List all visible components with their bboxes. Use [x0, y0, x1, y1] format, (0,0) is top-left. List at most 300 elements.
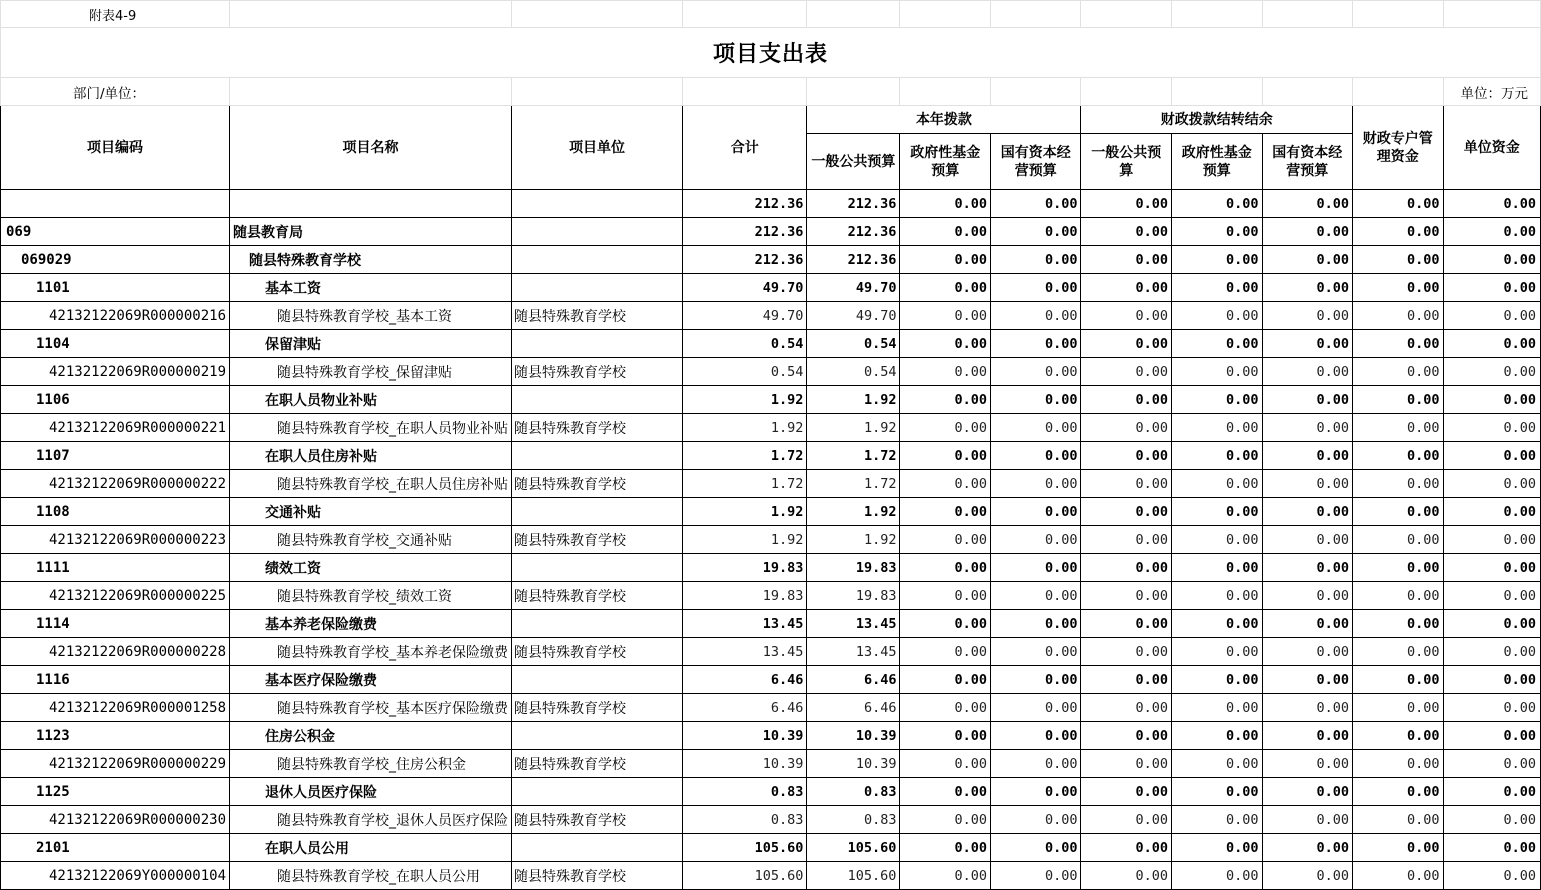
cell-amount[interactable] — [807, 470, 900, 498]
cell-amount[interactable] — [1262, 330, 1353, 358]
cell-amount[interactable] — [683, 190, 807, 218]
cell-amount[interactable] — [1172, 330, 1263, 358]
cell-name[interactable] — [230, 442, 512, 470]
cell-amount[interactable] — [1081, 834, 1172, 862]
cell-amount[interactable] — [990, 610, 1081, 638]
cell-amount[interactable] — [1172, 414, 1263, 442]
cell-amount[interactable] — [900, 274, 991, 302]
cell-amount[interactable] — [1081, 750, 1172, 778]
empty-cell[interactable] — [1081, 1, 1172, 28]
cell-amount[interactable] — [1081, 862, 1172, 890]
cell-amount[interactable] — [1353, 582, 1444, 610]
cell-amount[interactable] — [683, 834, 807, 862]
cell-amount[interactable] — [1081, 246, 1172, 274]
empty-cell[interactable] — [900, 1, 991, 28]
cell-amount[interactable] — [990, 470, 1081, 498]
empty-cell[interactable] — [512, 78, 683, 106]
cell-unit[interactable] — [512, 246, 683, 274]
cell-amount[interactable] — [990, 750, 1081, 778]
cell-amount[interactable] — [990, 666, 1081, 694]
cell-amount[interactable] — [807, 218, 900, 246]
cell-amount[interactable] — [683, 246, 807, 274]
cell-amount[interactable] — [807, 862, 900, 890]
cell-amount[interactable] — [807, 246, 900, 274]
unit-label-cell[interactable] — [1443, 78, 1540, 106]
cell-amount[interactable] — [683, 330, 807, 358]
cell-amount[interactable] — [990, 526, 1081, 554]
cell-amount[interactable] — [1353, 274, 1444, 302]
cell-amount[interactable] — [683, 610, 807, 638]
cell-amount[interactable] — [1443, 358, 1540, 386]
cell-amount[interactable] — [990, 834, 1081, 862]
cell-amount[interactable] — [900, 834, 991, 862]
cell-name[interactable] — [230, 638, 512, 666]
cell-amount[interactable] — [807, 302, 900, 330]
cell-amount[interactable] — [1443, 302, 1540, 330]
header-sub-6[interactable] — [1262, 134, 1353, 190]
cell-name[interactable] — [230, 218, 512, 246]
cell-amount[interactable] — [1262, 414, 1353, 442]
cell-unit[interactable] — [512, 806, 683, 834]
cell-unit[interactable] — [512, 330, 683, 358]
cell-amount[interactable] — [1172, 526, 1263, 554]
cell-code[interactable] — [1, 302, 230, 330]
cell-amount[interactable] — [900, 554, 991, 582]
cell-amount[interactable] — [1353, 246, 1444, 274]
cell-amount[interactable] — [807, 330, 900, 358]
cell-amount[interactable] — [990, 414, 1081, 442]
empty-cell[interactable] — [1172, 1, 1263, 28]
cell-amount[interactable] — [900, 666, 991, 694]
header-group-carryover[interactable] — [1081, 106, 1353, 134]
cell-amount[interactable] — [807, 526, 900, 554]
cell-amount[interactable] — [990, 386, 1081, 414]
cell-amount[interactable] — [683, 218, 807, 246]
cell-amount[interactable] — [900, 218, 991, 246]
cell-amount[interactable] — [1262, 862, 1353, 890]
empty-cell[interactable] — [1262, 1, 1353, 28]
cell-amount[interactable] — [1081, 582, 1172, 610]
cell-amount[interactable] — [1353, 358, 1444, 386]
cell-amount[interactable] — [1262, 610, 1353, 638]
cell-amount[interactable] — [807, 414, 900, 442]
cell-amount[interactable] — [1443, 386, 1540, 414]
cell-amount[interactable] — [683, 414, 807, 442]
cell-amount[interactable] — [900, 330, 991, 358]
cell-name[interactable] — [230, 694, 512, 722]
empty-cell[interactable] — [683, 1, 807, 28]
cell-unit[interactable] — [512, 414, 683, 442]
cell-amount[interactable] — [990, 778, 1081, 806]
cell-code[interactable] — [1, 554, 230, 582]
cell-name[interactable] — [230, 722, 512, 750]
cell-name[interactable] — [230, 414, 512, 442]
cell-unit[interactable] — [512, 862, 683, 890]
cell-amount[interactable] — [1443, 498, 1540, 526]
cell-amount[interactable] — [1262, 582, 1353, 610]
cell-amount[interactable] — [1081, 414, 1172, 442]
cell-amount[interactable] — [1353, 190, 1444, 218]
cell-amount[interactable] — [1443, 190, 1540, 218]
cell-amount[interactable] — [1081, 554, 1172, 582]
cell-amount[interactable] — [1443, 218, 1540, 246]
cell-amount[interactable] — [1262, 498, 1353, 526]
cell-amount[interactable] — [1443, 610, 1540, 638]
cell-amount[interactable] — [683, 302, 807, 330]
cell-amount[interactable] — [683, 666, 807, 694]
cell-amount[interactable] — [1353, 386, 1444, 414]
cell-amount[interactable] — [900, 470, 991, 498]
cell-amount[interactable] — [1172, 694, 1263, 722]
cell-amount[interactable] — [1172, 442, 1263, 470]
cell-code[interactable] — [1, 750, 230, 778]
cell-amount[interactable] — [1353, 610, 1444, 638]
cell-code[interactable] — [1, 470, 230, 498]
empty-cell[interactable] — [1353, 1, 1444, 28]
header-own-funds[interactable] — [1443, 106, 1540, 190]
cell-unit[interactable] — [512, 554, 683, 582]
cell-amount[interactable] — [683, 582, 807, 610]
cell-amount[interactable] — [1262, 806, 1353, 834]
cell-amount[interactable] — [1353, 722, 1444, 750]
cell-amount[interactable] — [1081, 274, 1172, 302]
cell-amount[interactable] — [807, 806, 900, 834]
cell-amount[interactable] — [1172, 806, 1263, 834]
cell-unit[interactable] — [512, 358, 683, 386]
cell-amount[interactable] — [1353, 470, 1444, 498]
cell-amount[interactable] — [1172, 498, 1263, 526]
cell-amount[interactable] — [807, 442, 900, 470]
cell-code[interactable] — [1, 778, 230, 806]
cell-amount[interactable] — [1081, 470, 1172, 498]
cell-amount[interactable] — [1172, 246, 1263, 274]
cell-code[interactable] — [1, 358, 230, 386]
cell-unit[interactable] — [512, 218, 683, 246]
cell-amount[interactable] — [1353, 330, 1444, 358]
cell-amount[interactable] — [807, 498, 900, 526]
cell-amount[interactable] — [1081, 358, 1172, 386]
cell-amount[interactable] — [1172, 834, 1263, 862]
cell-amount[interactable] — [990, 722, 1081, 750]
cell-amount[interactable] — [807, 750, 900, 778]
cell-amount[interactable] — [1353, 218, 1444, 246]
cell-amount[interactable] — [683, 386, 807, 414]
cell-amount[interactable] — [1443, 722, 1540, 750]
cell-amount[interactable] — [807, 694, 900, 722]
empty-cell[interactable] — [1172, 78, 1263, 106]
cell-code[interactable] — [1, 694, 230, 722]
cell-amount[interactable] — [900, 498, 991, 526]
cell-amount[interactable] — [900, 414, 991, 442]
cell-name[interactable] — [230, 666, 512, 694]
cell-amount[interactable] — [900, 638, 991, 666]
cell-amount[interactable] — [900, 862, 991, 890]
cell-code[interactable] — [1, 386, 230, 414]
cell-amount[interactable] — [1262, 218, 1353, 246]
cell-amount[interactable] — [1081, 806, 1172, 834]
empty-cell[interactable] — [512, 1, 683, 28]
cell-amount[interactable] — [990, 358, 1081, 386]
cell-amount[interactable] — [807, 274, 900, 302]
cell-name[interactable] — [230, 554, 512, 582]
cell-amount[interactable] — [990, 582, 1081, 610]
cell-amount[interactable] — [683, 498, 807, 526]
cell-amount[interactable] — [1262, 386, 1353, 414]
cell-amount[interactable] — [1172, 582, 1263, 610]
cell-unit[interactable] — [512, 442, 683, 470]
cell-amount[interactable] — [1443, 330, 1540, 358]
cell-name[interactable] — [230, 610, 512, 638]
header-sub-2[interactable] — [900, 134, 991, 190]
cell-unit[interactable] — [512, 274, 683, 302]
cell-amount[interactable] — [807, 386, 900, 414]
cell-amount[interactable] — [1443, 554, 1540, 582]
cell-amount[interactable] — [990, 694, 1081, 722]
cell-amount[interactable] — [900, 246, 991, 274]
cell-amount[interactable] — [1262, 442, 1353, 470]
cell-amount[interactable] — [1353, 554, 1444, 582]
cell-amount[interactable] — [1172, 750, 1263, 778]
cell-amount[interactable] — [1081, 302, 1172, 330]
cell-amount[interactable] — [1443, 274, 1540, 302]
empty-cell[interactable] — [990, 78, 1081, 106]
cell-amount[interactable] — [1262, 694, 1353, 722]
cell-amount[interactable] — [1172, 554, 1263, 582]
cell-amount[interactable] — [1081, 638, 1172, 666]
cell-amount[interactable] — [1172, 722, 1263, 750]
cell-amount[interactable] — [990, 190, 1081, 218]
cell-code[interactable] — [1, 442, 230, 470]
cell-name[interactable] — [230, 330, 512, 358]
cell-amount[interactable] — [1443, 834, 1540, 862]
cell-amount[interactable] — [807, 554, 900, 582]
cell-unit[interactable] — [512, 834, 683, 862]
header-sub-5[interactable] — [1172, 134, 1263, 190]
cell-code[interactable] — [1, 666, 230, 694]
cell-code[interactable] — [1, 498, 230, 526]
cell-amount[interactable] — [683, 694, 807, 722]
cell-amount[interactable] — [683, 862, 807, 890]
cell-amount[interactable] — [1081, 610, 1172, 638]
cell-amount[interactable] — [1443, 806, 1540, 834]
cell-amount[interactable] — [900, 582, 991, 610]
cell-amount[interactable] — [807, 358, 900, 386]
cell-amount[interactable] — [807, 610, 900, 638]
cell-amount[interactable] — [900, 722, 991, 750]
cell-name[interactable] — [230, 834, 512, 862]
cell-amount[interactable] — [1081, 330, 1172, 358]
cell-unit[interactable] — [512, 694, 683, 722]
cell-code[interactable] — [1, 638, 230, 666]
cell-amount[interactable] — [683, 638, 807, 666]
header-special-account[interactable] — [1353, 106, 1444, 190]
cell-unit[interactable] — [512, 778, 683, 806]
cell-unit[interactable] — [512, 750, 683, 778]
cell-amount[interactable] — [990, 442, 1081, 470]
annex-label-cell[interactable] — [1, 1, 230, 28]
cell-amount[interactable] — [1262, 834, 1353, 862]
cell-amount[interactable] — [1353, 862, 1444, 890]
cell-amount[interactable] — [990, 498, 1081, 526]
cell-amount[interactable] — [1081, 666, 1172, 694]
cell-code[interactable] — [1, 610, 230, 638]
cell-code[interactable] — [1, 330, 230, 358]
cell-unit[interactable] — [512, 638, 683, 666]
empty-cell[interactable] — [1081, 78, 1172, 106]
cell-amount[interactable] — [1353, 778, 1444, 806]
cell-amount[interactable] — [1262, 750, 1353, 778]
cell-amount[interactable] — [1172, 218, 1263, 246]
cell-amount[interactable] — [1353, 638, 1444, 666]
cell-amount[interactable] — [1443, 582, 1540, 610]
cell-unit[interactable] — [512, 610, 683, 638]
cell-amount[interactable] — [1081, 778, 1172, 806]
cell-amount[interactable] — [1172, 610, 1263, 638]
cell-code[interactable] — [1, 218, 230, 246]
cell-amount[interactable] — [900, 442, 991, 470]
cell-amount[interactable] — [683, 806, 807, 834]
cell-amount[interactable] — [1172, 190, 1263, 218]
cell-amount[interactable] — [900, 778, 991, 806]
dept-label-cell[interactable] — [1, 78, 230, 106]
title-cell[interactable] — [1, 28, 1541, 78]
cell-amount[interactable] — [807, 582, 900, 610]
cell-amount[interactable] — [1172, 666, 1263, 694]
header-total[interactable] — [683, 106, 807, 190]
cell-unit[interactable] — [512, 526, 683, 554]
cell-amount[interactable] — [900, 358, 991, 386]
cell-unit[interactable] — [512, 470, 683, 498]
cell-amount[interactable] — [1353, 414, 1444, 442]
cell-amount[interactable] — [1443, 750, 1540, 778]
empty-cell[interactable] — [230, 1, 512, 28]
cell-amount[interactable] — [900, 190, 991, 218]
cell-amount[interactable] — [1443, 470, 1540, 498]
cell-amount[interactable] — [1081, 526, 1172, 554]
cell-amount[interactable] — [683, 526, 807, 554]
cell-amount[interactable] — [683, 358, 807, 386]
cell-name[interactable] — [230, 778, 512, 806]
empty-cell[interactable] — [807, 78, 900, 106]
cell-amount[interactable] — [990, 274, 1081, 302]
cell-name[interactable] — [230, 750, 512, 778]
cell-amount[interactable] — [1443, 414, 1540, 442]
header-name[interactable] — [230, 106, 512, 190]
cell-code[interactable] — [1, 190, 230, 218]
cell-amount[interactable] — [1172, 862, 1263, 890]
cell-unit[interactable] — [512, 666, 683, 694]
cell-amount[interactable] — [1081, 218, 1172, 246]
cell-amount[interactable] — [990, 246, 1081, 274]
cell-amount[interactable] — [900, 694, 991, 722]
cell-unit[interactable] — [512, 302, 683, 330]
cell-name[interactable] — [230, 302, 512, 330]
cell-amount[interactable] — [1172, 302, 1263, 330]
cell-amount[interactable] — [900, 750, 991, 778]
cell-name[interactable] — [230, 582, 512, 610]
cell-name[interactable] — [230, 274, 512, 302]
cell-amount[interactable] — [1443, 246, 1540, 274]
cell-amount[interactable] — [1081, 442, 1172, 470]
header-code[interactable] — [1, 106, 230, 190]
cell-amount[interactable] — [1443, 638, 1540, 666]
cell-code[interactable] — [1, 862, 230, 890]
cell-amount[interactable] — [900, 526, 991, 554]
empty-cell[interactable] — [683, 78, 807, 106]
cell-amount[interactable] — [1353, 694, 1444, 722]
cell-amount[interactable] — [683, 722, 807, 750]
cell-amount[interactable] — [1172, 386, 1263, 414]
cell-amount[interactable] — [1353, 442, 1444, 470]
cell-amount[interactable] — [990, 330, 1081, 358]
cell-amount[interactable] — [1443, 778, 1540, 806]
cell-amount[interactable] — [990, 638, 1081, 666]
cell-code[interactable] — [1, 526, 230, 554]
cell-name[interactable] — [230, 386, 512, 414]
cell-amount[interactable] — [1262, 470, 1353, 498]
cell-amount[interactable] — [1081, 694, 1172, 722]
cell-name[interactable] — [230, 806, 512, 834]
cell-name[interactable] — [230, 358, 512, 386]
cell-amount[interactable] — [1443, 526, 1540, 554]
cell-amount[interactable] — [1353, 750, 1444, 778]
cell-amount[interactable] — [1353, 526, 1444, 554]
cell-amount[interactable] — [990, 862, 1081, 890]
cell-amount[interactable] — [807, 638, 900, 666]
cell-amount[interactable] — [1172, 778, 1263, 806]
cell-unit[interactable] — [512, 386, 683, 414]
cell-code[interactable] — [1, 722, 230, 750]
cell-amount[interactable] — [807, 190, 900, 218]
cell-amount[interactable] — [1443, 666, 1540, 694]
cell-amount[interactable] — [1443, 442, 1540, 470]
cell-name[interactable] — [230, 862, 512, 890]
cell-amount[interactable] — [1172, 274, 1263, 302]
cell-amount[interactable] — [1081, 190, 1172, 218]
cell-amount[interactable] — [1081, 498, 1172, 526]
cell-amount[interactable] — [1262, 722, 1353, 750]
cell-amount[interactable] — [1262, 274, 1353, 302]
cell-unit[interactable] — [512, 722, 683, 750]
cell-amount[interactable] — [683, 470, 807, 498]
cell-amount[interactable] — [683, 274, 807, 302]
empty-cell[interactable] — [807, 1, 900, 28]
cell-code[interactable] — [1, 582, 230, 610]
cell-amount[interactable] — [1262, 358, 1353, 386]
cell-unit[interactable] — [512, 582, 683, 610]
cell-code[interactable] — [1, 246, 230, 274]
cell-amount[interactable] — [1262, 778, 1353, 806]
cell-amount[interactable] — [1353, 498, 1444, 526]
header-group-current-year[interactable] — [807, 106, 1081, 134]
empty-cell[interactable] — [230, 78, 512, 106]
cell-amount[interactable] — [1353, 806, 1444, 834]
cell-amount[interactable] — [1353, 666, 1444, 694]
cell-amount[interactable] — [1172, 358, 1263, 386]
cell-amount[interactable] — [683, 554, 807, 582]
cell-name[interactable] — [230, 190, 512, 218]
cell-amount[interactable] — [683, 442, 807, 470]
cell-amount[interactable] — [1262, 526, 1353, 554]
empty-cell[interactable] — [990, 1, 1081, 28]
cell-amount[interactable] — [1443, 862, 1540, 890]
empty-cell[interactable] — [1443, 1, 1540, 28]
cell-code[interactable] — [1, 414, 230, 442]
cell-amount[interactable] — [900, 610, 991, 638]
cell-amount[interactable] — [1262, 246, 1353, 274]
empty-cell[interactable] — [1262, 78, 1353, 106]
cell-amount[interactable] — [1262, 666, 1353, 694]
